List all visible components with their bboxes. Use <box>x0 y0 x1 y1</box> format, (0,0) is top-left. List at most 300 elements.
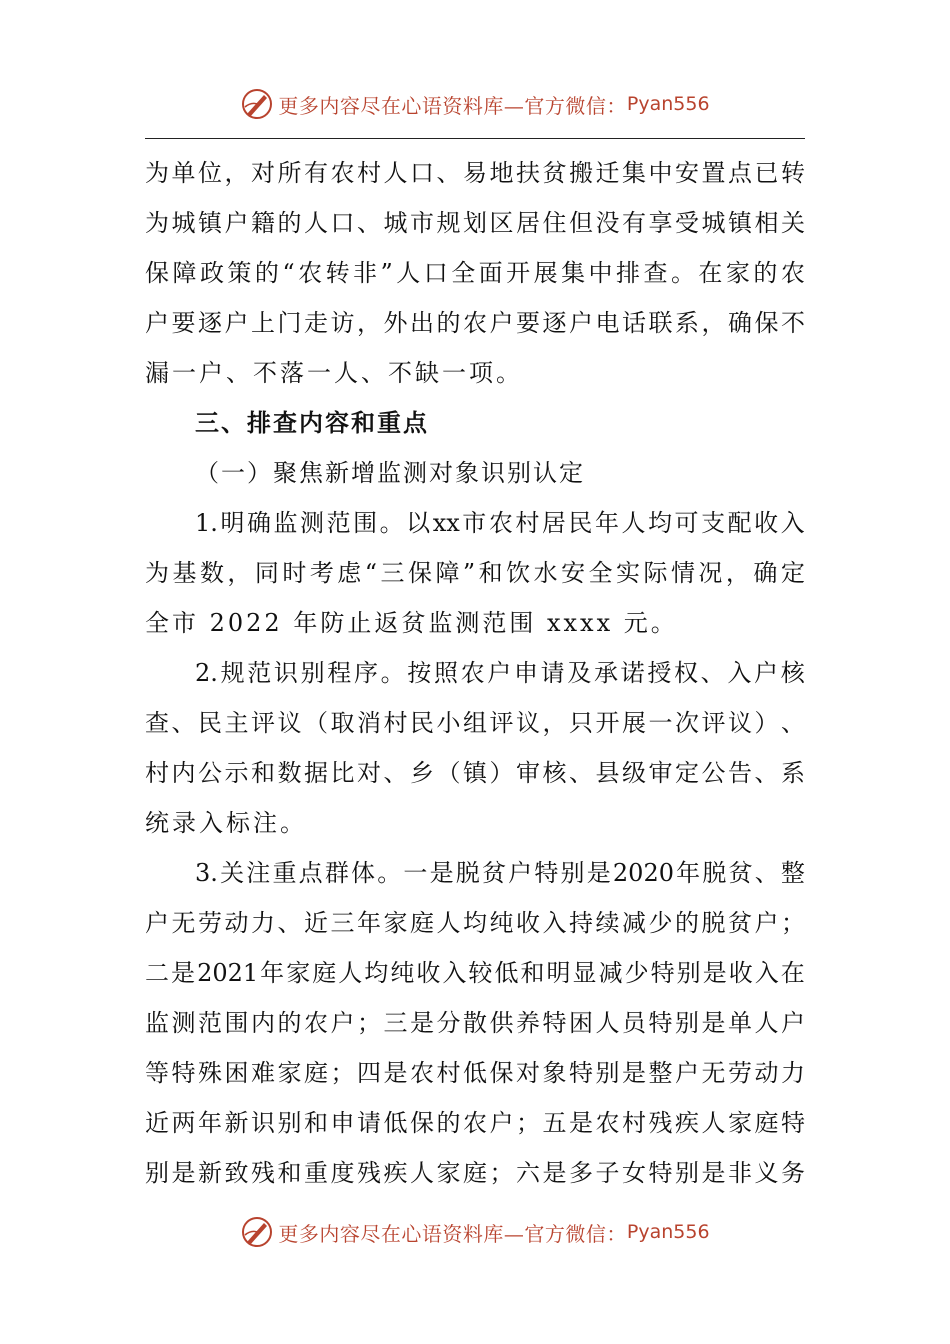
text-token: ” <box>380 259 393 287</box>
text-token: 口 <box>330 209 355 237</box>
text-token: 消 <box>357 709 381 737</box>
text-token: 联 <box>648 309 673 337</box>
text-token: 力 <box>781 1059 805 1087</box>
text-token: 。 <box>670 259 695 287</box>
text-token: 按 <box>407 659 432 687</box>
text-token: 明 <box>546 959 571 987</box>
text-token: 入 <box>442 959 467 987</box>
text-token: 四 <box>357 1059 381 1087</box>
text-token: 数 <box>199 559 224 587</box>
text-token: 户 <box>487 659 512 687</box>
text-token: 是 <box>622 1059 646 1087</box>
text-token: 政 <box>199 259 224 287</box>
paragraph-line: 全市 2022 年防止返贫监测范围 xxxx 元。 <box>145 609 678 637</box>
text-token: 是 <box>586 859 611 887</box>
text-token: 定 <box>780 559 805 587</box>
text-token: 特 <box>534 859 559 887</box>
text-token: 水 <box>533 559 558 587</box>
text-token: 人 <box>621 509 646 537</box>
text-token: 近 <box>304 909 328 937</box>
text-token: 、 <box>277 909 302 937</box>
text-token: 查 <box>643 259 668 287</box>
paragraph-line <box>145 1148 805 1198</box>
text-token: ， <box>227 559 252 587</box>
text-token: 户 <box>145 309 169 337</box>
text-token: 较 <box>468 959 493 987</box>
text-token: 范 <box>198 1009 222 1037</box>
text-token: 全 <box>588 559 613 587</box>
text-token: 的 <box>436 309 461 337</box>
text-token: 享 <box>648 209 673 237</box>
text-token: 别 <box>300 659 325 687</box>
text-token: 特 <box>569 1059 593 1087</box>
text-token: 是 <box>171 1159 196 1187</box>
text-token: 展 <box>533 259 558 287</box>
text-token: 一 <box>648 709 673 737</box>
text-token: 逐 <box>542 309 567 337</box>
text-token: 2020 <box>612 859 674 887</box>
text-token: 是 <box>410 1009 434 1037</box>
text-token: 是 <box>383 1059 408 1087</box>
text-token: 无 <box>171 909 196 937</box>
text-token: 和 <box>277 1159 302 1187</box>
text-token: 人 <box>701 1109 726 1137</box>
text-token: 要 <box>171 309 196 337</box>
text-token: 、 <box>754 759 779 787</box>
text-token: 明 <box>220 509 245 537</box>
text-token: 口 <box>410 159 434 187</box>
text-token: 开 <box>595 709 620 737</box>
text-token: 核 <box>780 659 805 687</box>
text-token: 障 <box>172 259 197 287</box>
text-token: 整 <box>648 1059 673 1087</box>
text-token: 一 <box>403 859 428 887</box>
text-token: ； <box>781 909 805 937</box>
text-token: 户 <box>754 909 779 937</box>
text-token: 农 <box>330 159 355 187</box>
text-token: “ <box>364 559 378 587</box>
text-token: 新 <box>224 1109 249 1137</box>
text-token: 区 <box>489 209 514 237</box>
text-token: 配 <box>727 509 752 537</box>
text-token: 不 <box>781 309 805 337</box>
text-token: 镇 <box>728 209 752 237</box>
text-token: 非 <box>728 1159 752 1187</box>
text-token: 民 <box>198 709 222 737</box>
text-token: 户 <box>508 859 533 887</box>
text-token: 序 <box>353 659 378 687</box>
text-token: 评 <box>489 709 514 737</box>
watermark-text: 更多内容尽在心语资料库—官方微信： <box>278 93 627 118</box>
text-token: 入 <box>727 659 752 687</box>
text-token: 续 <box>595 909 620 937</box>
text-token: 户 <box>330 1009 355 1037</box>
text-token: （ <box>304 709 328 737</box>
text-token: 、 <box>781 709 805 737</box>
text-token: 等 <box>145 1059 169 1087</box>
text-token: 策 <box>227 259 252 287</box>
text-token: 镇 <box>463 759 487 787</box>
text-token: 况 <box>698 559 723 587</box>
text-token: 人 <box>436 909 461 937</box>
text-token: 安 <box>675 159 699 187</box>
text-token: 村 <box>357 159 381 187</box>
text-token: 围 <box>224 1009 249 1037</box>
text-token: 级 <box>622 759 646 787</box>
text-token: 保 <box>407 559 432 587</box>
text-token: 劳 <box>198 909 222 937</box>
text-token: 农 <box>298 259 323 287</box>
text-token: 女 <box>622 1159 646 1187</box>
text-token: 居 <box>516 209 540 237</box>
text-token: 转 <box>781 159 805 187</box>
text-token: 转 <box>325 259 350 287</box>
text-token: ， <box>725 559 750 587</box>
text-token: 面 <box>478 259 503 287</box>
text-token: 门 <box>277 309 302 337</box>
text-token: 县 <box>595 759 620 787</box>
text-token: 六 <box>516 1159 540 1187</box>
text-token: 规 <box>436 209 461 237</box>
text-token: 别 <box>676 959 701 987</box>
text-token: 外 <box>383 309 408 337</box>
paragraph-line <box>145 148 805 198</box>
text-token: 入 <box>754 959 779 987</box>
paragraph-line <box>145 848 805 898</box>
text-token: 特 <box>781 1109 805 1137</box>
text-token: 是 <box>702 959 727 987</box>
text-token: 虑 <box>337 559 362 587</box>
text-token: 村 <box>515 509 540 537</box>
text-token: 扶 <box>516 159 540 187</box>
text-token: 户 <box>224 209 249 237</box>
text-token: 次 <box>675 709 699 737</box>
text-token: 和 <box>520 959 545 987</box>
text-token: 户 <box>675 1059 699 1087</box>
text-token: 是 <box>429 859 454 887</box>
text-token: 是 <box>701 1009 726 1037</box>
text-token: 村 <box>436 1059 461 1087</box>
paragraph-line <box>145 748 805 798</box>
text-token: 均 <box>648 509 673 537</box>
text-token: 的 <box>277 209 302 237</box>
text-token: 显 <box>572 959 597 987</box>
text-token: 近 <box>145 1109 169 1137</box>
text-token: 逐 <box>198 309 222 337</box>
text-token: 户 <box>781 1009 805 1037</box>
text-token: 同 <box>254 559 279 587</box>
text-token: 注 <box>246 859 271 887</box>
text-token: 围 <box>353 509 378 537</box>
text-token: 别 <box>595 1059 620 1087</box>
text-token: 庭 <box>304 1059 328 1087</box>
text-token: 范 <box>247 659 272 687</box>
text-token: 可 <box>674 509 699 537</box>
text-token: 城 <box>383 209 408 237</box>
section-heading: 三、排查内容和重点 <box>195 409 429 437</box>
text-token: 识 <box>251 1109 275 1137</box>
text-token: 人 <box>383 159 408 187</box>
text-token: 监 <box>145 1009 169 1037</box>
text-token: 无 <box>701 1059 726 1087</box>
text-token: 关 <box>220 859 245 887</box>
paragraph-line <box>145 548 805 598</box>
text-token: 要 <box>516 309 540 337</box>
paragraph-line <box>145 198 805 248</box>
text-token: 养 <box>516 1009 540 1037</box>
text-token: 相 <box>754 209 779 237</box>
pen-logo-icon <box>240 1215 274 1249</box>
text-token: 时 <box>282 559 307 587</box>
text-token: 小 <box>436 709 461 737</box>
text-token: 员 <box>622 1009 646 1037</box>
text-token: 公 <box>198 759 222 787</box>
text-token: ” <box>462 559 476 587</box>
text-token: 村 <box>383 709 408 737</box>
text-token: 、 <box>357 209 381 237</box>
text-token: 、 <box>171 709 196 737</box>
text-token: 劳 <box>728 1059 752 1087</box>
text-token: 特 <box>648 1009 673 1037</box>
text-token: 重 <box>304 1159 328 1187</box>
paragraph-line: 漏一户、不落一人、不缺一项。 <box>145 359 523 387</box>
text-token: 特 <box>542 1009 567 1037</box>
text-token: 承 <box>593 659 618 687</box>
text-token: 迁 <box>595 159 620 187</box>
text-token: 话 <box>622 309 646 337</box>
text-token: 户 <box>224 309 249 337</box>
text-token: 贫 <box>542 159 567 187</box>
text-token: 障 <box>435 559 460 587</box>
text-token: 收 <box>516 909 540 937</box>
text-token: 访 <box>330 309 355 337</box>
text-token: 年 <box>357 909 381 937</box>
text-token: 人 <box>338 959 363 987</box>
text-token: 户 <box>569 309 593 337</box>
text-token: 是 <box>542 1159 567 1187</box>
text-token: 难 <box>251 1059 275 1087</box>
text-token: 困 <box>569 1009 593 1037</box>
text-token: 照 <box>433 659 458 687</box>
text-token: 识 <box>273 659 298 687</box>
text-token: 分 <box>436 1009 461 1037</box>
text-token: 和 <box>304 1109 328 1137</box>
text-token: （ <box>436 759 461 787</box>
text-token: 请 <box>357 1109 381 1137</box>
text-token: 度 <box>330 1159 355 1187</box>
text-token: 市 <box>410 209 434 237</box>
text-token: 二 <box>145 959 169 987</box>
text-token: 农 <box>304 1009 328 1037</box>
text-token: 确 <box>753 559 778 587</box>
text-token: 告 <box>728 759 752 787</box>
text-token: 脱 <box>455 859 480 887</box>
text-token: 庭 <box>312 959 337 987</box>
text-token: 3. <box>195 859 218 887</box>
text-token: 特 <box>650 959 675 987</box>
text-token: 为 <box>145 159 169 187</box>
text-token: 收 <box>416 959 441 987</box>
text-token: 镇 <box>198 209 222 237</box>
text-token: 实 <box>616 559 640 587</box>
text-token: 人 <box>396 259 421 287</box>
text-token: 测 <box>300 509 325 537</box>
text-token: 际 <box>643 559 668 587</box>
text-token: 授 <box>647 659 672 687</box>
text-token: 家 <box>286 959 311 987</box>
text-token: 置 <box>701 159 726 187</box>
text-token: 多 <box>569 1159 593 1187</box>
text-token: ， <box>224 159 249 187</box>
text-token: 关 <box>781 209 805 237</box>
text-token: 家 <box>277 1059 302 1087</box>
text-token: 内 <box>251 1009 275 1037</box>
text-token: 受 <box>675 209 699 237</box>
text-token: xx <box>432 509 460 537</box>
text-token: 对 <box>516 1059 540 1087</box>
text-token: 残 <box>251 1159 275 1187</box>
header-divider <box>145 138 805 139</box>
paragraph-line <box>145 948 805 998</box>
text-token: 少 <box>648 909 673 937</box>
text-token: 民 <box>410 709 434 737</box>
text-token: 庭 <box>410 909 434 937</box>
footer-watermark <box>0 1212 950 1252</box>
text-token: ， <box>542 709 567 737</box>
text-token: 持 <box>569 909 593 937</box>
text-token: 安 <box>561 559 586 587</box>
text-token: 殊 <box>198 1059 222 1087</box>
text-token: 户 <box>145 909 169 937</box>
text-token: 对 <box>357 759 381 787</box>
paragraph-line <box>145 298 805 348</box>
text-token: 收 <box>754 509 779 537</box>
text-token: 村 <box>622 1109 646 1137</box>
text-token: ； <box>516 1109 540 1137</box>
text-token: 农 <box>488 509 513 537</box>
document-body <box>145 148 805 1198</box>
text-token: 均 <box>364 959 389 987</box>
text-token: 动 <box>224 909 249 937</box>
text-token: 监 <box>273 509 298 537</box>
text-token: 中 <box>648 159 673 187</box>
text-token: 乡 <box>410 759 434 787</box>
text-token: 人 <box>595 1009 620 1037</box>
text-token: 系 <box>781 759 805 787</box>
text-token: 村 <box>145 759 169 787</box>
text-token: 五 <box>542 1109 567 1137</box>
text-token: 农 <box>463 309 487 337</box>
text-token: 纯 <box>390 959 415 987</box>
text-token: 地 <box>489 159 514 187</box>
text-token: 出 <box>410 309 434 337</box>
text-token: 没 <box>595 209 620 237</box>
text-token: 示 <box>224 759 249 787</box>
text-token: 组 <box>463 709 487 737</box>
text-token: 是 <box>701 1159 726 1187</box>
text-token: ； <box>330 1059 355 1087</box>
text-token: 新 <box>198 1159 222 1187</box>
text-token: 点 <box>298 859 323 887</box>
text-token: 贫 <box>481 859 506 887</box>
text-token: 有 <box>622 209 646 237</box>
text-token: 是 <box>569 1109 593 1137</box>
text-token: 体 <box>351 859 376 887</box>
text-token: 基 <box>172 559 197 587</box>
text-token: 三 <box>330 909 355 937</box>
text-token: 庭 <box>463 1159 487 1187</box>
text-token: 的 <box>675 909 699 937</box>
text-token: 但 <box>569 209 593 237</box>
text-token: 三 <box>380 559 405 587</box>
text-token: 纯 <box>489 909 514 937</box>
text-token: 别 <box>675 1009 699 1037</box>
text-token: 、 <box>569 759 593 787</box>
text-token: 数 <box>277 759 302 787</box>
text-token: 、 <box>383 759 408 787</box>
text-token: 规 <box>220 659 245 687</box>
text-token: 。 <box>380 659 405 687</box>
text-token: 测 <box>171 1009 196 1037</box>
text-token: 年 <box>260 959 285 987</box>
text-token: 低 <box>494 959 519 987</box>
text-token: 户 <box>754 659 779 687</box>
text-token: 评 <box>701 709 726 737</box>
text-token: 申 <box>330 1109 355 1137</box>
text-token: 贫 <box>728 909 752 937</box>
text-token: 务 <box>781 1159 805 1187</box>
text-token: 农 <box>463 1109 487 1137</box>
text-token: 系 <box>675 309 699 337</box>
text-token: 定 <box>675 759 699 787</box>
text-token: 对 <box>251 159 275 187</box>
paragraph-line: 统录入标注。 <box>145 809 307 837</box>
text-token: 子 <box>595 1159 620 1187</box>
text-token: 保 <box>145 259 169 287</box>
text-token: 范 <box>326 509 351 537</box>
paragraph-line <box>145 698 805 748</box>
text-token: 主 <box>224 709 249 737</box>
paragraph-line <box>145 498 805 548</box>
text-token: 确 <box>246 509 271 537</box>
text-token: 、 <box>436 159 461 187</box>
text-token: 户 <box>489 309 514 337</box>
text-token: 人 <box>410 1159 434 1187</box>
text-token: 权 <box>674 659 698 687</box>
text-token: 议 <box>277 709 302 737</box>
text-token: 集 <box>561 259 586 287</box>
text-token: 减 <box>622 909 646 937</box>
text-token: 入 <box>780 509 805 537</box>
text-token: ） <box>754 709 779 737</box>
text-token: 减 <box>598 959 623 987</box>
text-token: ； <box>357 1009 381 1037</box>
header-watermark <box>0 84 950 124</box>
subsection-heading: （一）聚焦新增监测对象识别认定 <box>195 459 585 487</box>
text-token: 群 <box>324 859 349 887</box>
text-token: 别 <box>560 859 585 887</box>
text-token: 农 <box>460 659 485 687</box>
text-token: 农 <box>595 1109 620 1137</box>
watermark-wechat-id: Pyan556 <box>626 93 710 115</box>
text-token: 上 <box>251 309 275 337</box>
text-token: 单 <box>171 159 196 187</box>
text-token: 散 <box>463 1009 487 1037</box>
text-token: 年 <box>676 859 701 887</box>
text-token: 展 <box>622 709 646 737</box>
text-token: 口 <box>423 259 448 287</box>
text-token: 核 <box>542 759 567 787</box>
